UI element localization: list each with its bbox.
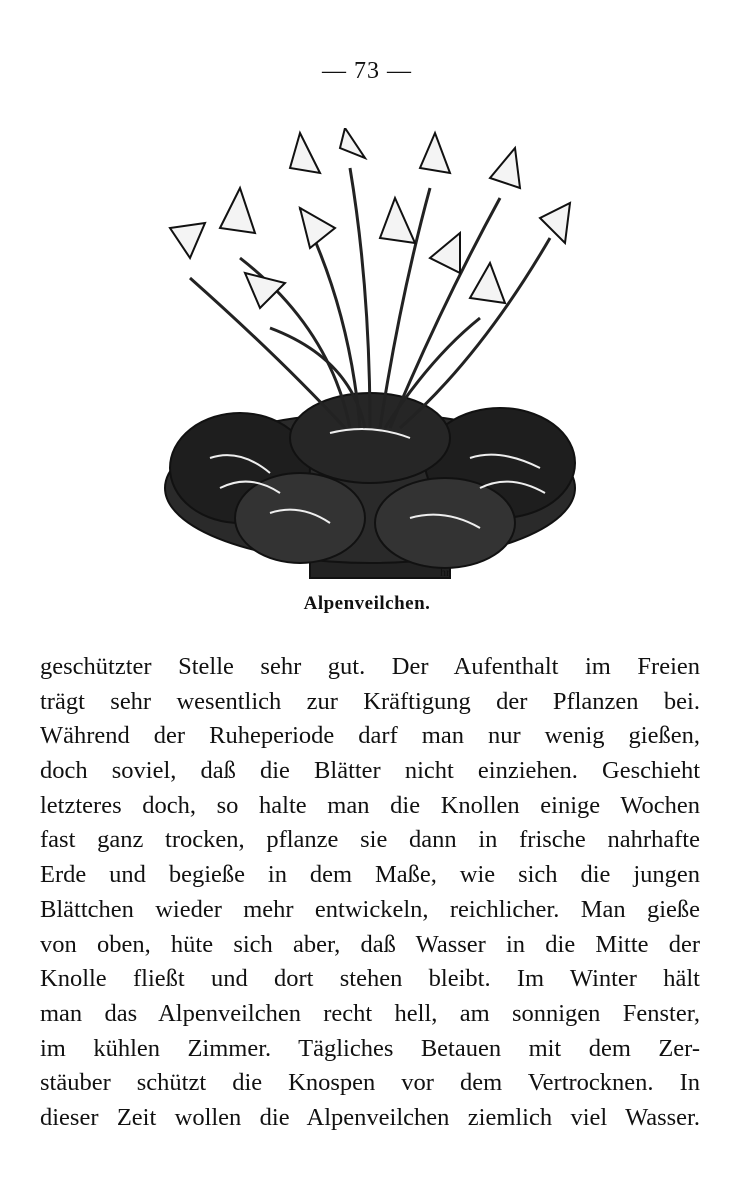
body-text bbox=[40, 650, 700, 1136]
text-line: trägt sehr wesentlich zur Kräftigung der Pflanzen bei. bbox=[40, 687, 700, 715]
text-line: doch soviel, daß die Blätter nicht einziehen. Geschieht bbox=[40, 757, 700, 785]
text-line: Blättchen wieder mehr entwickeln, reichlicher. Man gieße bbox=[40, 895, 700, 923]
text-line: von oben, hüte sich aber, daß Wasser in die Mitte der bbox=[40, 930, 700, 958]
text-line: fast ganz trocken, pflanze sie dann in frische nahrhafte bbox=[40, 826, 700, 854]
cyclamen-illustration bbox=[150, 128, 590, 588]
engraver-mark: hr bbox=[440, 565, 450, 579]
text-line: im kühlen Zimmer. Tägliches Betauen mit dem Zer- bbox=[40, 1034, 700, 1062]
text-line: stäuber schützt die Knospen vor dem Vertrocknen. In bbox=[40, 1069, 700, 1097]
text-line: dieser Zeit wollen die Alpenveilchen ziemlich viel Wasser. bbox=[40, 1103, 700, 1131]
page-number: — 73 — bbox=[322, 58, 412, 84]
text-line: geschützter Stelle sehr gut. Der Aufenthalt im Freien bbox=[40, 653, 700, 680]
text-line: man das Alpenveilchen recht hell, am sonnigen Fenster, bbox=[40, 999, 700, 1027]
figure-caption: Alpenveilchen. bbox=[303, 593, 431, 614]
text-line: Erde und begieße in dem Maße, wie sich die jungen bbox=[40, 861, 700, 889]
text-line: Knolle fließt und dort stehen bleibt. Im Winter hält bbox=[40, 965, 700, 993]
text-line: letzteres doch, so halte man die Knollen einige Wochen bbox=[40, 791, 700, 819]
text-line: Während der Ruheperiode darf man nur wenig gießen, bbox=[40, 722, 700, 750]
